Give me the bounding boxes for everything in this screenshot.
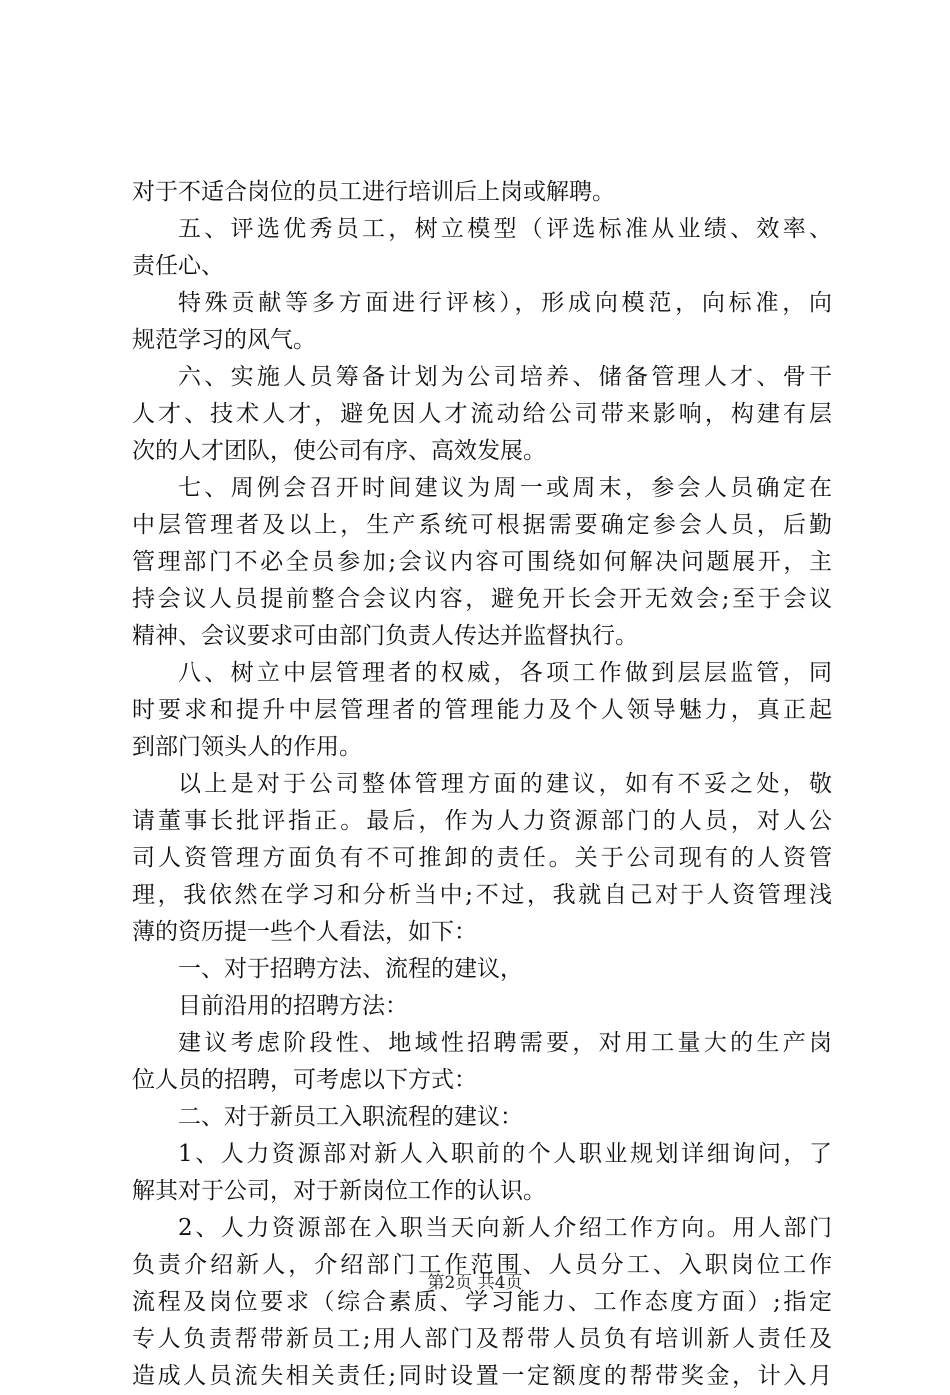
text-line: 六、实施人员筹备计划为公司培养、储备管理人才、骨干	[178, 364, 832, 390]
text-line: 精神、会议要求可由部门负责人传达并监督执行。	[132, 623, 638, 649]
text-line: 司人资管理方面负有不可推卸的责任。关于公司现有的人资管	[132, 845, 832, 871]
page-footer	[0, 1272, 950, 1294]
text-line: 负责介绍新人，介绍部门工作范围、人员分工、入职岗位工作	[132, 1252, 832, 1278]
document-body	[132, 174, 832, 1395]
text-line: 位人员的招聘，可考虑以下方式：	[132, 1067, 477, 1093]
text-line: 1、人力资源部对新人入职前的个人职业规划详细询问，了	[178, 1141, 832, 1167]
text-line: 造成人员流失相关责任;同时设置一定额度的帮带奖金，计入月	[132, 1363, 832, 1389]
text-line: 对于不适合岗位的员工进行培训后上岗或解聘。	[132, 179, 615, 205]
text-line: 目前沿用的招聘方法：	[178, 993, 408, 1019]
text-line: 中层管理者及以上，生产系统可根据需要确定参会人员，后勤	[132, 512, 832, 538]
text-line: 专人负责帮带新员工;用人部门及帮带人员负有培训新人责任及	[132, 1326, 832, 1352]
text-line: 五、评选优秀员工，树立模型（评选标准从业绩、效率、	[178, 216, 832, 242]
text-line: 到部门领头人的作用。	[132, 734, 362, 760]
text-line: 请董事长批评指正。最后，作为人力资源部门的人员，对人公	[132, 808, 832, 834]
text-line: 人才、技术人才，避免因人才流动给公司带来影响，构建有层	[132, 401, 832, 427]
text-line: 以上是对于公司整体管理方面的建议，如有不妥之处，敬	[178, 771, 832, 797]
text-line: 流程及岗位要求（综合素质、学习能力、工作态度方面）;指定	[132, 1289, 832, 1315]
page-indicator: 第2页 共4页	[427, 1273, 523, 1293]
text-line: 持会议人员提前整合会议内容，避免开长会开无效会;至于会议	[132, 586, 832, 612]
text-line: 一、对于招聘方法、流程的建议，	[178, 956, 523, 982]
text-line: 建议考虑阶段性、地域性招聘需要，对用工量大的生产岗	[178, 1030, 832, 1056]
text-line: 解其对于公司，对于新岗位工作的认识。	[132, 1178, 546, 1204]
text-line: 规范学习的风气。	[132, 327, 316, 353]
text-line: 七、周例会召开时间建议为周一或周末，参会人员确定在	[178, 475, 832, 501]
text-line: 时要求和提升中层管理者的管理能力及个人领导魅力，真正起	[132, 697, 832, 723]
text-line: 2、人力资源部在入职当天向新人介绍工作方向。用人部门	[178, 1215, 832, 1241]
text-line: 八、树立中层管理者的权威，各项工作做到层层监管，同	[178, 660, 832, 686]
text-line: 特殊贡献等多方面进行评核），形成向模范，向标准，向	[178, 290, 832, 316]
text-line: 管理部门不必全员参加;会议内容可围绕如何解决问题展开，主	[132, 549, 832, 575]
text-line: 薄的资历提一些个人看法，如下：	[132, 919, 477, 945]
text-line: 二、对于新员工入职流程的建议：	[178, 1104, 523, 1130]
text-line: 责任心、	[132, 253, 224, 279]
text-line: 理，我依然在学习和分析当中;不过，我就自己对于人资管理浅	[132, 882, 832, 908]
text-line: 次的人才团队，使公司有序、高效发展。	[132, 438, 546, 464]
